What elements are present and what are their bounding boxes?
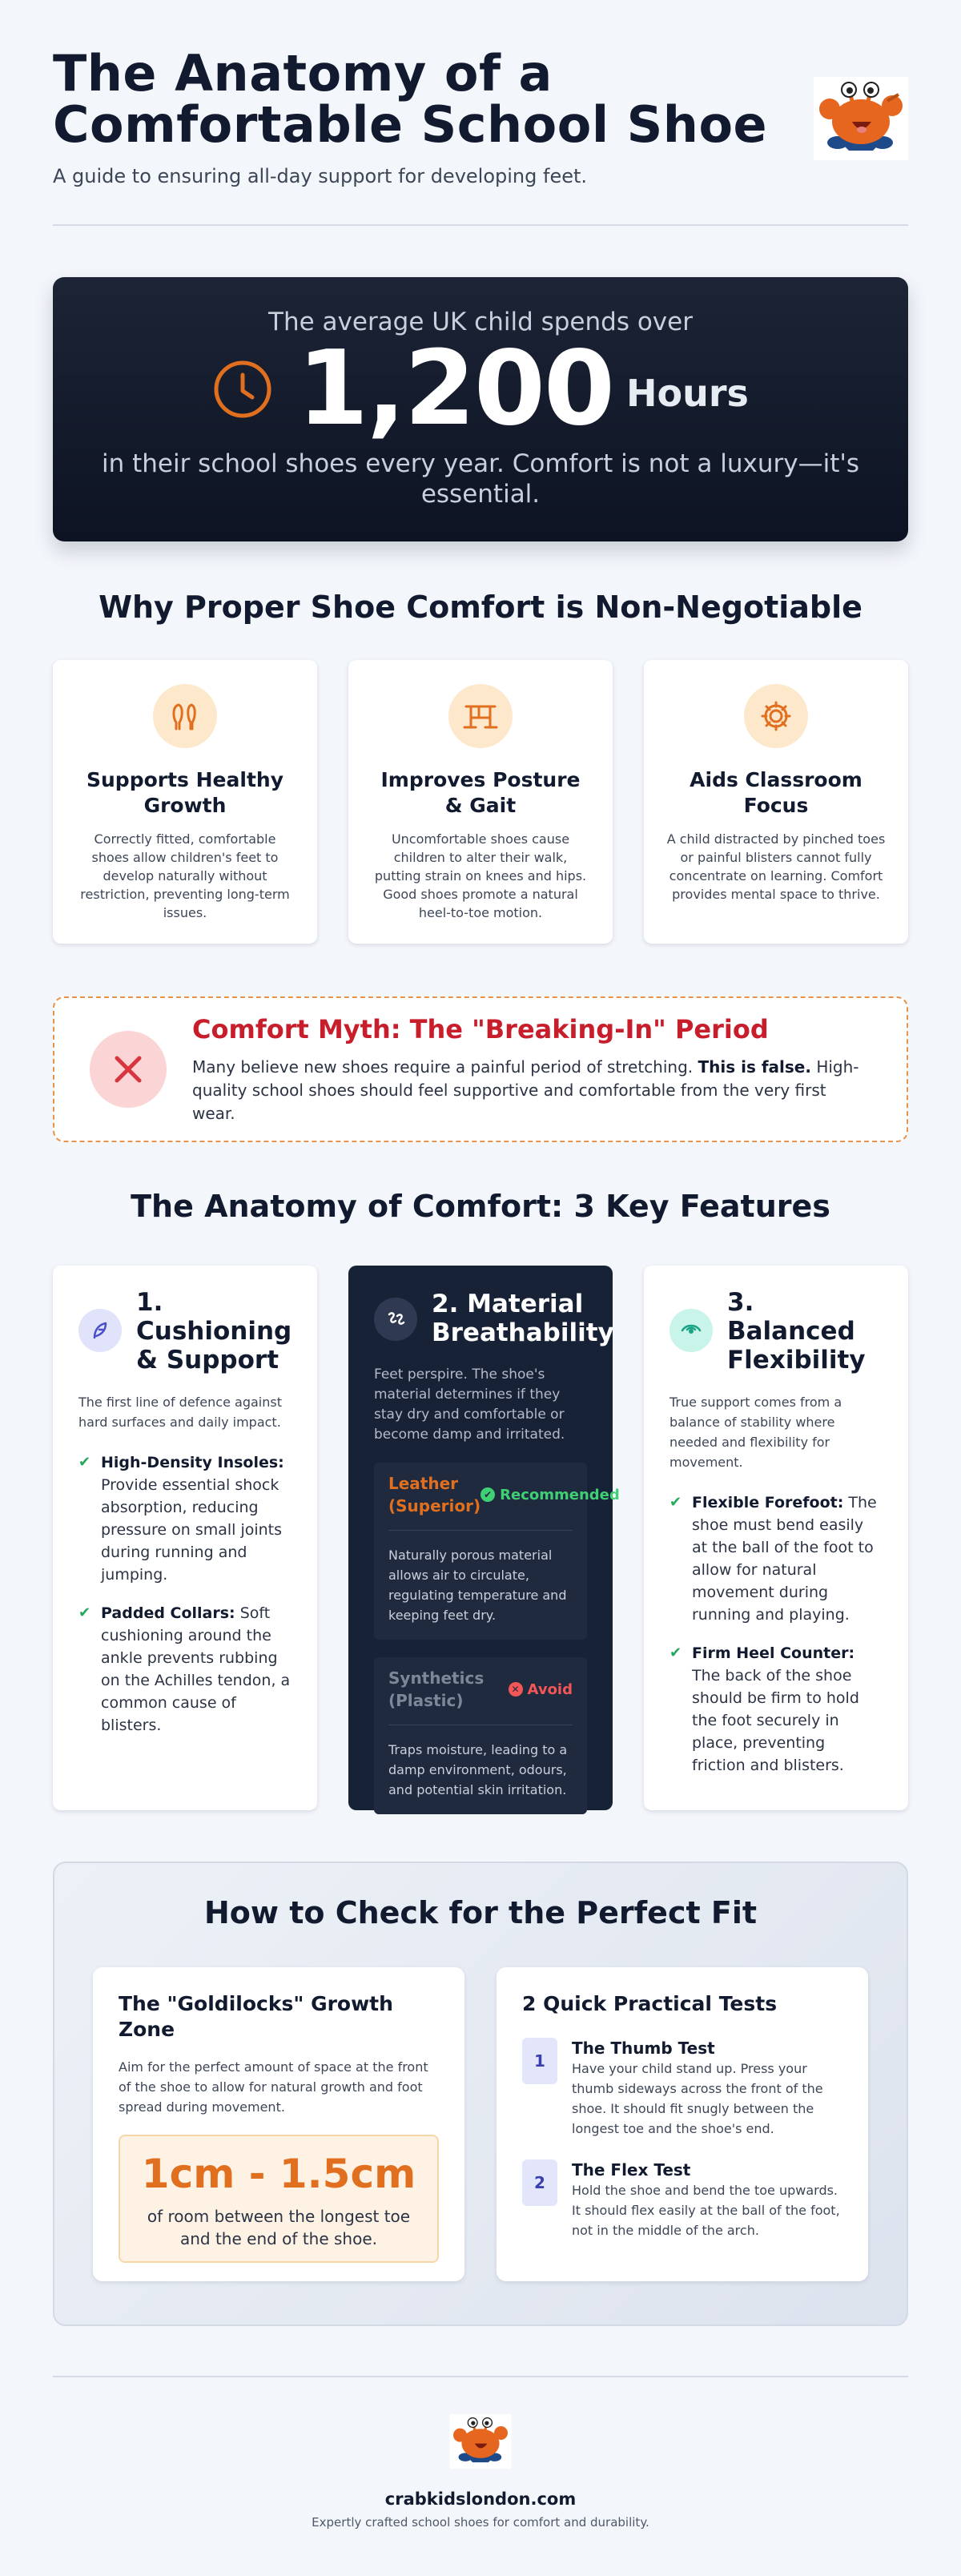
material-name: Leather (Superior) [388,1474,481,1515]
why-card-posture [348,660,613,944]
test-title: The Flex Test [572,2160,691,2180]
why-card-focus [644,660,908,944]
list-item [669,1642,883,1777]
list-item-label: Flexible Forefoot: [692,1494,844,1511]
check-icon: ✔ [669,1494,682,1511]
list-item [78,1602,292,1737]
list-item-label: Padded Collars: [101,1604,235,1622]
feature-cards [53,1266,908,1810]
goldilocks-desc: Aim for the perfect amount of space at the front of the shoe to allow for natural growth and foot spread during movement. [119,2059,428,2115]
growth-zone-box [119,2135,439,2263]
footer-site-link[interactable]: crabkidslondon.com [384,2489,577,2509]
feature-card-flexibility [644,1266,908,1810]
test-item [522,2038,842,2139]
test-text: Have your child stand up. Press your thumb sideways across the front of the shoe. It should fit snugly between the longest toe and the shoe's end. [572,2061,823,2136]
list-item-text: The back of the shoe should be firm to hold the foot securely in place, preventing friction and blisters. [692,1667,859,1774]
header [53,0,908,226]
list-item [78,1451,292,1586]
material-leather [374,1463,620,1640]
feature-desc: Feet perspire. The shoe's material determines if they stay dry and comfortable or become damp and irritated. [374,1366,565,1443]
feature-title: 2. Material Breathability [432,1290,614,1347]
feature-card-cushioning [53,1266,317,1810]
myth-body-text-end: High-quality school shoes should feel supportive and comfortable from the very first wear. [192,1057,859,1123]
posture-icon [448,684,513,748]
test-title: The Thumb Test [572,2039,715,2058]
why-card-text: Uncomfortable shoes cause children to alter their walk, putting strain on knees and hips. Good shoes promote a natural heel-to-toe motion. [374,831,587,920]
recommended-label: Recommended [500,1486,620,1503]
hero-stat-banner [53,277,908,541]
material-synthetics [374,1657,587,1814]
tests-title: 2 Quick Practical Tests [522,1992,778,2015]
test-item [522,2159,842,2240]
myth-body-bold: This is false. [698,1057,811,1077]
avoid-badge [509,1681,573,1698]
page-subtitle: A guide to ensuring all-day support for developing feet. [53,165,588,187]
why-section-title: Why Proper Shoe Comfort is Non-Negotiable [99,590,862,625]
why-card-text: Correctly fitted, comfortable shoes allow children's feet to develop naturally without restriction, preventing long-term issues. [80,831,290,920]
fit-section [53,1862,908,2326]
close-icon [90,1031,167,1108]
myth-title: Comfort Myth: The "Breaking-In" Period [192,1013,769,1044]
why-card-growth [53,660,317,944]
list-item-text: Soft cushioning around the ankle prevents rubbing on the Achilles tendon, a common cause of blisters. [101,1604,291,1734]
why-card-title: Improves Posture & Gait [380,768,581,817]
hero-pre-text: The average UK child spends over [268,308,693,336]
check-icon: ✔ [669,1644,682,1661]
hero-stat-row [53,329,908,449]
x-circle-icon: ✕ [509,1682,523,1697]
feet-icon [153,684,217,748]
goldilocks-card [93,1967,464,2281]
feature-title: 3. Balanced Flexibility [727,1288,866,1375]
step-number: 2 [522,2159,557,2206]
wind-icon [374,1298,417,1341]
crab-mascot-logo [814,77,908,160]
practical-tests-card [497,1967,868,2281]
recommended-badge [480,1487,620,1503]
step-number: 1 [522,2038,557,2084]
avoid-label: Avoid [527,1680,573,1698]
why-card-text: A child distracted by pinched toes or painful blisters cannot fully concentrate on learning. Comfort provides mental space to thrive. [666,831,886,902]
myth-callout [53,996,908,1142]
feature-list [78,1451,292,1737]
growth-zone-value: 1cm - 1.5cm [141,2151,416,2197]
myth-body-text: Many believe new shoes require a painful period of stretching. [192,1057,698,1077]
check-circle-icon: ✔ [480,1487,495,1502]
feature-list [669,1491,883,1777]
footer [53,2376,908,2530]
feature-title: 1. Cushioning & Support [136,1288,292,1375]
clock-icon [212,359,273,420]
fit-section-title: How to Check for the Perfect Fit [203,1895,758,1930]
why-cards [53,660,908,944]
material-text: Traps moisture, leading to a damp environment, odours, and potential skin irritation. [388,1742,568,1797]
hero-post-text: in their school shoes every year. Comfort is not a luxury—it's essential. [101,449,860,509]
material-text: Naturally porous material allows air to circulate, regulating temperature and keeping feet dry. [388,1548,567,1623]
myth-body [192,1056,871,1125]
eye-icon [669,1309,713,1352]
list-item [669,1491,883,1626]
list-item-text: The shoe must bend easily at the ball of the foot to allow for natural movement during running and playing. [692,1494,877,1624]
hero-hours-number: 1,200 [297,329,613,449]
hero-hours-unit: Hours [625,372,749,415]
why-card-title: Aids Classroom Focus [690,768,862,817]
footer-tagline: Expertly crafted school shoes for comfort and durability. [312,2515,649,2530]
why-card-title: Supports Healthy Growth [86,768,283,817]
features-section-title: The Anatomy of Comfort: 3 Key Features [131,1189,830,1224]
goldilocks-title: The "Goldilocks" Growth Zone [119,1992,393,2041]
growth-zone-caption: of room between the longest toe and the end of the shoe. [147,2207,411,2248]
list-item-label: High-Density Insoles: [101,1454,284,1471]
feather-icon [78,1309,122,1352]
myth-text-block [192,1014,871,1125]
fit-cards [93,1967,868,2281]
crab-mascot-logo [449,2414,512,2469]
list-item-label: Firm Heel Counter: [692,1644,855,1662]
gear-icon [744,684,808,748]
feature-desc: The first line of defence against hard surfaces and daily impact. [78,1395,282,1430]
test-text: Hold the shoe and bend the toe upwards. It should flex easily at the ball of the foot, not in the middle of the arch. [572,2183,840,2238]
list-item-text: Provide essential shock absorption, reducing pressure on small joints during running and jumping. [101,1476,283,1584]
check-icon: ✔ [78,1454,91,1471]
check-icon: ✔ [78,1604,91,1621]
feature-card-material [348,1266,620,1810]
feature-desc: True support comes from a balance of stability where needed and flexibility for movement. [669,1395,842,1470]
page-title: The Anatomy of a Comfortable School Shoe [53,44,768,154]
material-name: Synthetics (Plastic) [388,1668,485,1710]
